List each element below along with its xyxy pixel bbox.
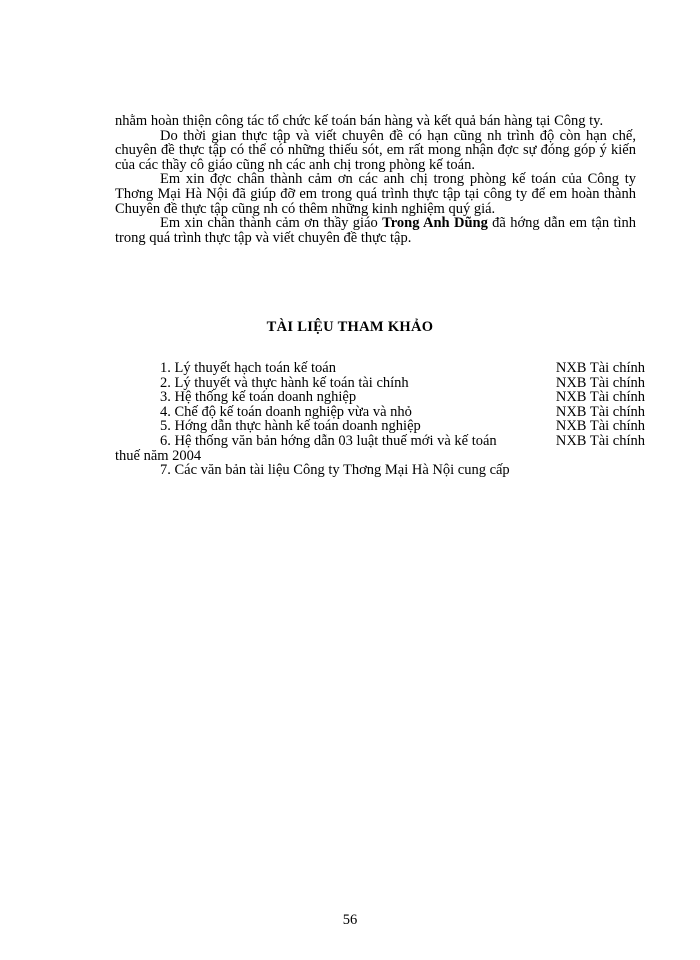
paragraph-4-text-after: đã hớng dẫn em tận tình trong quá trình thực tập và viết chuyên đề thực tập. [115,215,637,246]
paragraph-2: Do thời gian thực tập và viết chuyên đề có hạn cũng nh trình độ còn hạn chế, chuyên đề thực tập có thể có những thiếu sót, em rất mong nhận đợc sự đóng góp ý kiến của các thầy cô giáo cũng nh các anh chị trong phòng kế toán. [115,127,636,173]
paragraph-1: nhằm hoàn thiện công tác tổ chức kế toán bán hàng và kết quả bán hàng tại Công ty. [115,113,604,129]
reference-title: 3. Hệ thống kế toán doanh nghiệp [160,389,357,406]
body-text [115,114,636,245]
reference-title: 4. Chế độ kế toán doanh nghiệp vừa và nhỏ [160,403,412,420]
reference-item [115,390,645,405]
paragraph-3: Em xin đợc chân thành cảm ơn các anh chị trong phòng kế toán của Công ty Thơng Mại Hà Nội đã giúp đỡ em trong quá trình thực tập tại công ty để em hoàn thành Chuyên đề thực tập cũng nh có thêm những kinh nghiệm quý giá. [115,171,636,217]
reference-item [115,405,645,420]
reference-publisher: NXB Tài chính [555,432,645,449]
reference-title: 5. Hớng dẫn thực hành kế toán doanh nghiệp [160,418,421,435]
reference-publisher: NXB Tài chính [555,374,645,391]
paragraph-4-text-before: Em xin chân thành cảm ơn thầy giáo [160,215,383,232]
reference-item [115,463,645,478]
reference-title: 2. Lý thuyết và thực hành kế toán tài chính [160,374,409,391]
reference-publisher: NXB Tài chính [555,403,645,420]
reference-publisher: NXB Tài chính [555,360,645,376]
paragraph-4 [115,216,636,245]
references-list [115,361,645,478]
teacher-name: Trong Anh Dũng [382,215,488,232]
reference-title: 1. Lý thuyết hạch toán kế toán [160,360,336,376]
reference-item [115,419,645,434]
reference-title: 7. Các văn bản tài liệu Công ty Thơng Mại Hà Nội cung cấp [160,462,510,479]
page-number: 56 [342,912,358,928]
reference-item [115,376,645,391]
reference-publisher: NXB Tài chính [555,418,645,435]
reference-item [115,361,645,376]
references-heading: TÀI LIỆU THAM KHẢO [266,319,434,335]
reference-publisher: NXB Tài chính [555,389,645,406]
reference-item [115,434,645,463]
reference-title: 6. Hệ thống văn bản hớng dẫn 03 luật thuế mới và kế toán thuế năm 2004 [115,432,497,464]
